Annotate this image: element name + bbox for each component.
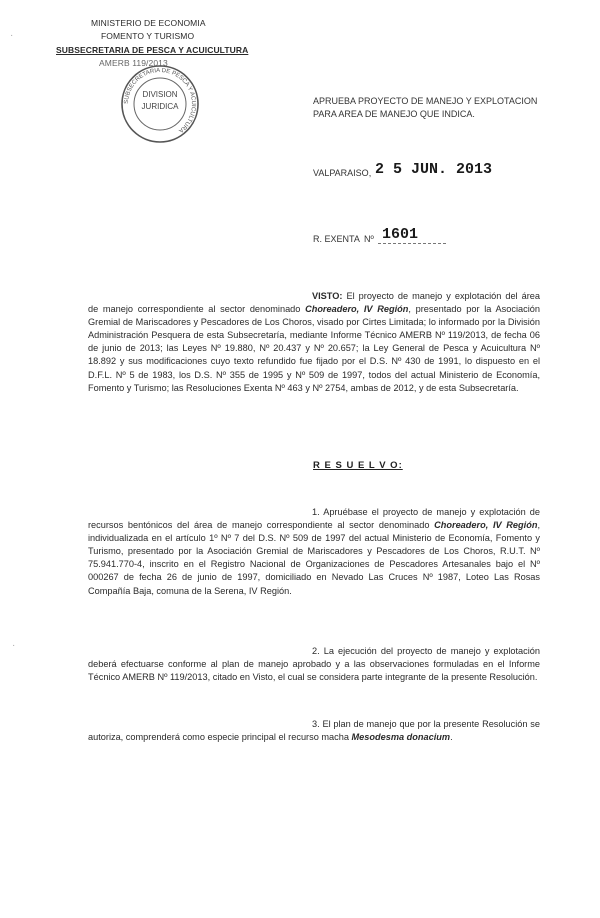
- city-label: VALPARAISO,: [313, 168, 372, 178]
- amerb-reference: AMERB 119/2013: [99, 58, 168, 68]
- fold-mark: ·: [10, 30, 14, 41]
- visto-sector: Choreadero, IV Región: [305, 304, 409, 315]
- stamp-ring-text: SUBSECRETARIA DE PESCA Y ACUICULTURA: [123, 67, 197, 134]
- item-2-text: 2. La ejecución del proyecto de manejo y explotación deberá efectuarse conforme al plan de manejo aprobado y a las observaciones formuladas en el Informe Técnico AMERB Nº 119/2013, citado en Visto, el cual se considera parte integrante de la presente Resolución.: [88, 646, 540, 683]
- visto-text-2: , presentado por la Asociación Gremial de Mariscadores y Pescadores de Los Choros, visado por Cirtes Limitada; lo informado por la División Administración Pesquera de esta Subsecretaría, mediante Informe Técnico AMERB Nº 119/2013, de fecha 06 de junio de 2013; las Leyes Nº 19.880, Nº 20.437 y Nº 20.657; la Ley General de Pesca y Acuicultura Nº 18.892 y sus modificaciones cuyo texto refundido fue fijado por el D.S. Nº 430 de 1991, lo dispuesto en el D.F.L. Nº 5 de 1983, los D.S. Nº 355 de 1995 y Nº 509 de 1997, todos del actual Ministerio de Economía, Fomento y Turismo; las Resoluciones Exenta Nº 463 y Nº 2754, ambas de 2012, y de esta Subsecretaría.: [88, 304, 540, 393]
- subject-line-2: PARA AREA DE MANEJO QUE INDICA.: [313, 109, 475, 119]
- stamp-juridica-label: JURIDICA: [141, 102, 179, 111]
- resolution-date: 2 5 JUN. 2013: [375, 161, 493, 178]
- stamp-division-label: DIVISION: [142, 90, 178, 99]
- visto-label: VISTO:: [312, 291, 343, 301]
- ministry-subline: FOMENTO Y TURISMO: [101, 31, 195, 41]
- exenta-label: R. EXENTA: [313, 234, 360, 244]
- item-1-text-b: , individualizada en el artículo 1º Nº 7 del D.S. Nº 509 de 1997 del actual Ministerio de Economía, Fomento y Turismo, presentado por la Asociación Gremial de Mariscadores y Pescadores de Los Choros, R.U.T. Nº 75.941.770-4, inscrito en el Registro Nacional de Organizaciones de Pescadores Artesanales bajo el Nº 000267 de fecha 26 de junio de 1997, domiciliado en Nevado Las Cruces Nº 1987, Loteo Las Rosas Compañía Baja, comuna de la Serena, IV Región.: [88, 520, 540, 596]
- item-3-text-b: .: [450, 732, 453, 743]
- resuelvo-heading: R E S U E L V O:: [313, 460, 403, 471]
- resolution-item-2: [88, 645, 540, 684]
- ministry-line: MINISTERIO DE ECONOMIA: [91, 18, 206, 28]
- item-3-species: Mesodesma donacium: [351, 732, 451, 743]
- visto-paragraph: [88, 290, 540, 395]
- resolution-item-3: [88, 718, 540, 744]
- resolution-item-1: [88, 506, 540, 598]
- visto-text-1: El proyecto de manejo y explotación del área de manejo correspondiente al sector denominado: [88, 291, 540, 315]
- item-1-sector: Choreadero, IV Región: [434, 520, 538, 531]
- exenta-number: 1601: [382, 226, 419, 243]
- item-3-text-a: 3. El plan de manejo que por la presente Resolución se autoriza, comprenderá como especie principal el recurso macha: [88, 719, 540, 743]
- division-juridica-stamp: [118, 62, 202, 146]
- exenta-underline: [378, 243, 446, 244]
- exenta-no-label: Nº: [364, 234, 374, 244]
- item-1-text-a: 1. Apruébase el proyecto de manejo y explotación de recursos bentónicos del área de manejo correspondiente al sector denominado: [88, 507, 540, 531]
- fold-mark: ·: [12, 640, 16, 651]
- subsecretaria-line: SUBSECRETARIA DE PESCA Y ACUICULTURA: [56, 45, 249, 55]
- subject-line-1: APRUEBA PROYECTO DE MANEJO Y EXPLOTACION: [313, 96, 538, 106]
